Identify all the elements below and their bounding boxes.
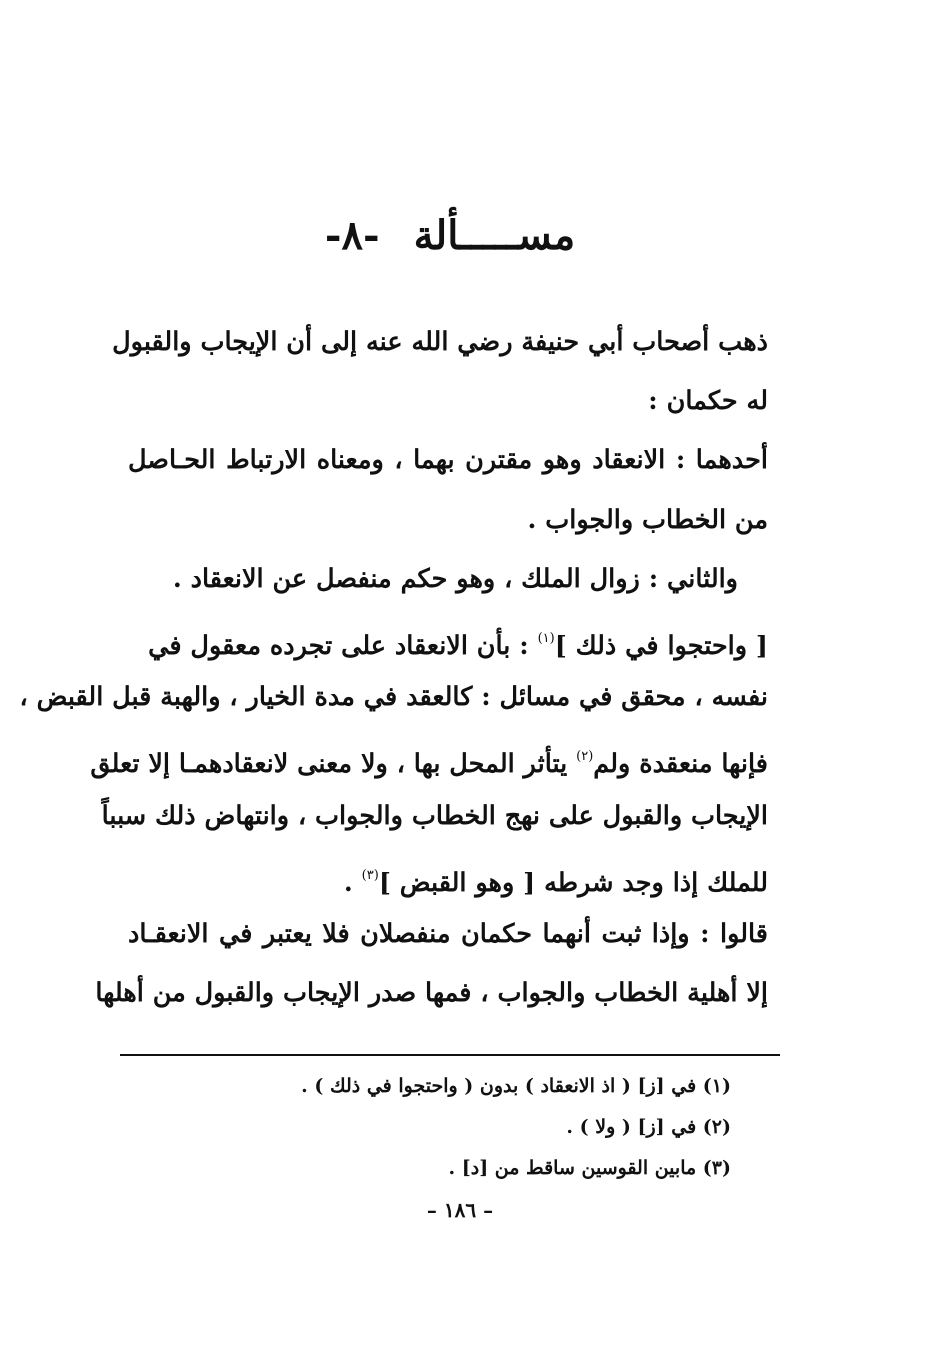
- footnotes: [301, 1066, 731, 1189]
- footnote-divider: [120, 1054, 780, 1056]
- body-text: [19, 313, 768, 1023]
- line-text: أحدهما : الانعقاد وهو مقترن بهما ، ومعناه الارتباط الحـاصل: [128, 445, 768, 476]
- text-line-8: [90, 727, 768, 786]
- text-line-2: [128, 372, 768, 431]
- text-line-5: [128, 550, 768, 609]
- line-text: الإيجاب والقبول على نهج الخطاب والجواب ، وانتهاض ذلك سبباً: [101, 800, 768, 831]
- text-line-4: [128, 491, 768, 550]
- line-text: قالوا : وإذا ثبت أنهما حكمان منفصلان فلا يعتبر في الانعقـاد: [128, 918, 768, 949]
- text-line-9: [101, 787, 768, 846]
- footnote-1: (١) في [ز] ( اذ الانعقاد ) بدون ( واحتجوا في ذلك ) .: [301, 1075, 731, 1097]
- text-line-12: [95, 964, 768, 1023]
- footnote-2: (٢) في [ز] ( ولا ) .: [566, 1116, 731, 1138]
- footnote-marker-2: (٢): [576, 749, 594, 765]
- text-line-11: [128, 905, 768, 964]
- text-line-7: [19, 668, 768, 727]
- line-text-after: .: [343, 867, 362, 898]
- line-text: فإنها منعقدة ولم: [593, 749, 768, 780]
- footnote-marker-3: (٣): [361, 867, 379, 883]
- line-text: [ واحتجوا في ذلك ]: [554, 630, 768, 661]
- footnote-marker-1: (١): [537, 630, 555, 646]
- line-text-after: : بأن الانعقاد على تجرده معقول في: [148, 630, 538, 661]
- line-text-after: يتأثر المحل بها ، ولا معنى لانعقادهمـا إلا تعلق: [90, 749, 577, 780]
- text-line-1: [112, 313, 768, 372]
- heading-number: -٨-: [324, 211, 380, 259]
- text-line-3: [128, 431, 768, 490]
- page-number: – ١٨٦ –: [426, 1198, 494, 1222]
- line-text: والثاني : زوال الملك ، وهو حكم منفصل عن الانعقاد .: [172, 563, 738, 594]
- text-line-6: [128, 609, 768, 668]
- line-text: من الخطاب والجواب .: [527, 504, 768, 535]
- line-text: نفسه ، محقق في مسائل : كالعقد في مدة الخيار ، والهبة قبل القبض ،: [19, 682, 768, 713]
- line-text: ذهب أصحاب أبي حنيفة رضي الله عنه إلى أن الإيجاب والقبول: [112, 327, 768, 357]
- footnote-3: (٣) مابين القوسين ساقط من [د] .: [448, 1157, 731, 1179]
- line-text: له حكمان :: [648, 386, 768, 417]
- section-heading: [300, 200, 600, 270]
- heading-word: مســـــألة: [413, 211, 576, 259]
- line-text: للملك إذا وجد شرطه [ وهو القبض ]: [378, 867, 768, 898]
- text-line-10: [128, 846, 768, 905]
- line-text: إلا أهلية الخطاب والجواب ، فمها صدر الإيجاب والقبول من أهلها: [95, 978, 768, 1009]
